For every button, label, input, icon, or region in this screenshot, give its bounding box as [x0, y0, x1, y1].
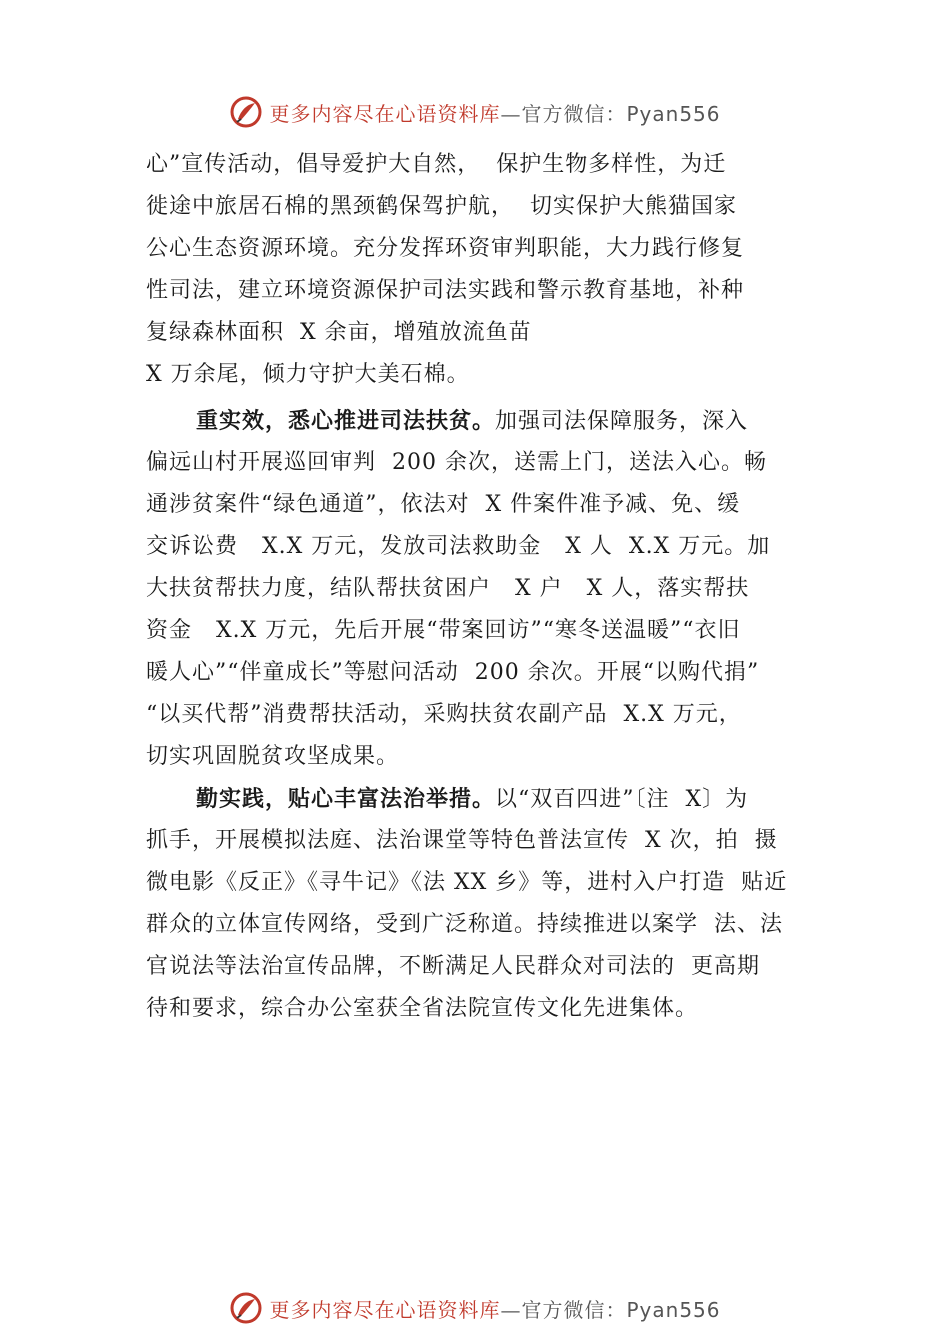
text-segment: 加强司法保障服务，深入: [495, 409, 749, 434]
footer-banner: [0, 1288, 950, 1328]
text-line: 通涉贫案件“绿色通道”，依法对 X 件案件准予减、免、缓: [146, 492, 741, 517]
text-segment: 以“双百四进”〔注 X〕为: [495, 787, 749, 812]
banner-dash: —: [500, 101, 522, 126]
text-line: 暖人心”“伴童成长”等慰问活动 200 余次。开展“以购代捐”: [146, 660, 760, 685]
banner-main-text: 更多内容尽在心语资料库: [269, 1297, 501, 1322]
text-line: 微电影《反正》《寻牛记》《法 XX 乡》等，进村入户打造 贴近: [146, 870, 788, 895]
text-line: 复绿森林面积 X 余亩，增殖放流鱼苗: [146, 320, 532, 345]
paragraph-first-line: [146, 778, 826, 820]
header-banner: [0, 92, 950, 132]
paragraph-first-line: [146, 400, 826, 442]
banner-wechat-id: Pyan556: [626, 101, 721, 126]
banner-wechat-label: 官方微信：: [521, 101, 627, 126]
text-line: 抓手，开展模拟法庭、法治课堂等特色普法宣传 X 次，拍 摄: [146, 828, 778, 853]
text-line: 性司法，建立环境资源保护司法实践和警示教育基地，补种: [146, 278, 745, 303]
banner-wechat-label: 官方微信：: [521, 1297, 627, 1322]
paragraph-rule-of-law: [146, 778, 826, 1030]
text-line: X 万余尾，倾力守护大美石棉。: [146, 362, 470, 387]
text-line: 群众的立体宣传网络，受到广泛称道。持续推进以案学 法、法: [146, 912, 783, 937]
text-line: 大扶贫帮扶力度，结队帮扶贫困户 X 户 X 人，落实帮扶: [146, 576, 750, 601]
text-line: 心”宣传活动，倡导爱护大自然， 保护生物多样性，为迁: [146, 152, 727, 177]
document-body: [146, 144, 826, 1030]
paragraph-heading: 勤实践，贴心丰富法治举措。: [196, 786, 496, 812]
text-line: 待和要求，综合办公室获全省法院宣传文化先进集体。: [146, 996, 699, 1021]
banner-dash: —: [500, 1297, 522, 1322]
text-line: 偏远山村开展巡回审判 200 余次，送需上门，送法入心。畅: [146, 450, 767, 475]
brush-logo-icon: [229, 1291, 263, 1325]
brush-logo-icon: [229, 95, 263, 129]
banner-wechat-id: Pyan556: [626, 1297, 721, 1322]
banner-main-text: 更多内容尽在心语资料库: [269, 101, 501, 126]
text-line: 徙途中旅居石棉的黑颈鹤保驾护航， 切实保护大熊猫国家: [146, 194, 737, 219]
text-line: 交诉讼费 X.X 万元，发放司法救助金 X 人 X.X 万元。加: [146, 534, 771, 559]
text-line: 切实巩固脱贫攻坚成果。: [146, 744, 400, 769]
paragraph-heading: 重实效，悉心推进司法扶贫。: [196, 408, 496, 434]
text-line: “以买代帮”消费帮扶活动，采购扶贫农副产品 X.X 万元，: [146, 702, 742, 727]
text-line: 公心生态资源环境。充分发挥环资审判职能，大力践行修复: [146, 236, 745, 261]
paragraph-poverty-relief: [146, 400, 826, 778]
text-line: 官说法等法治宣传品牌，不断满足人民群众对司法的 更高期: [146, 954, 760, 979]
text-line: 资金 X.X 万元，先后开展“带案回访”“寒冬送温暖”“衣旧: [146, 618, 741, 643]
paragraph-ecology: [146, 144, 826, 396]
